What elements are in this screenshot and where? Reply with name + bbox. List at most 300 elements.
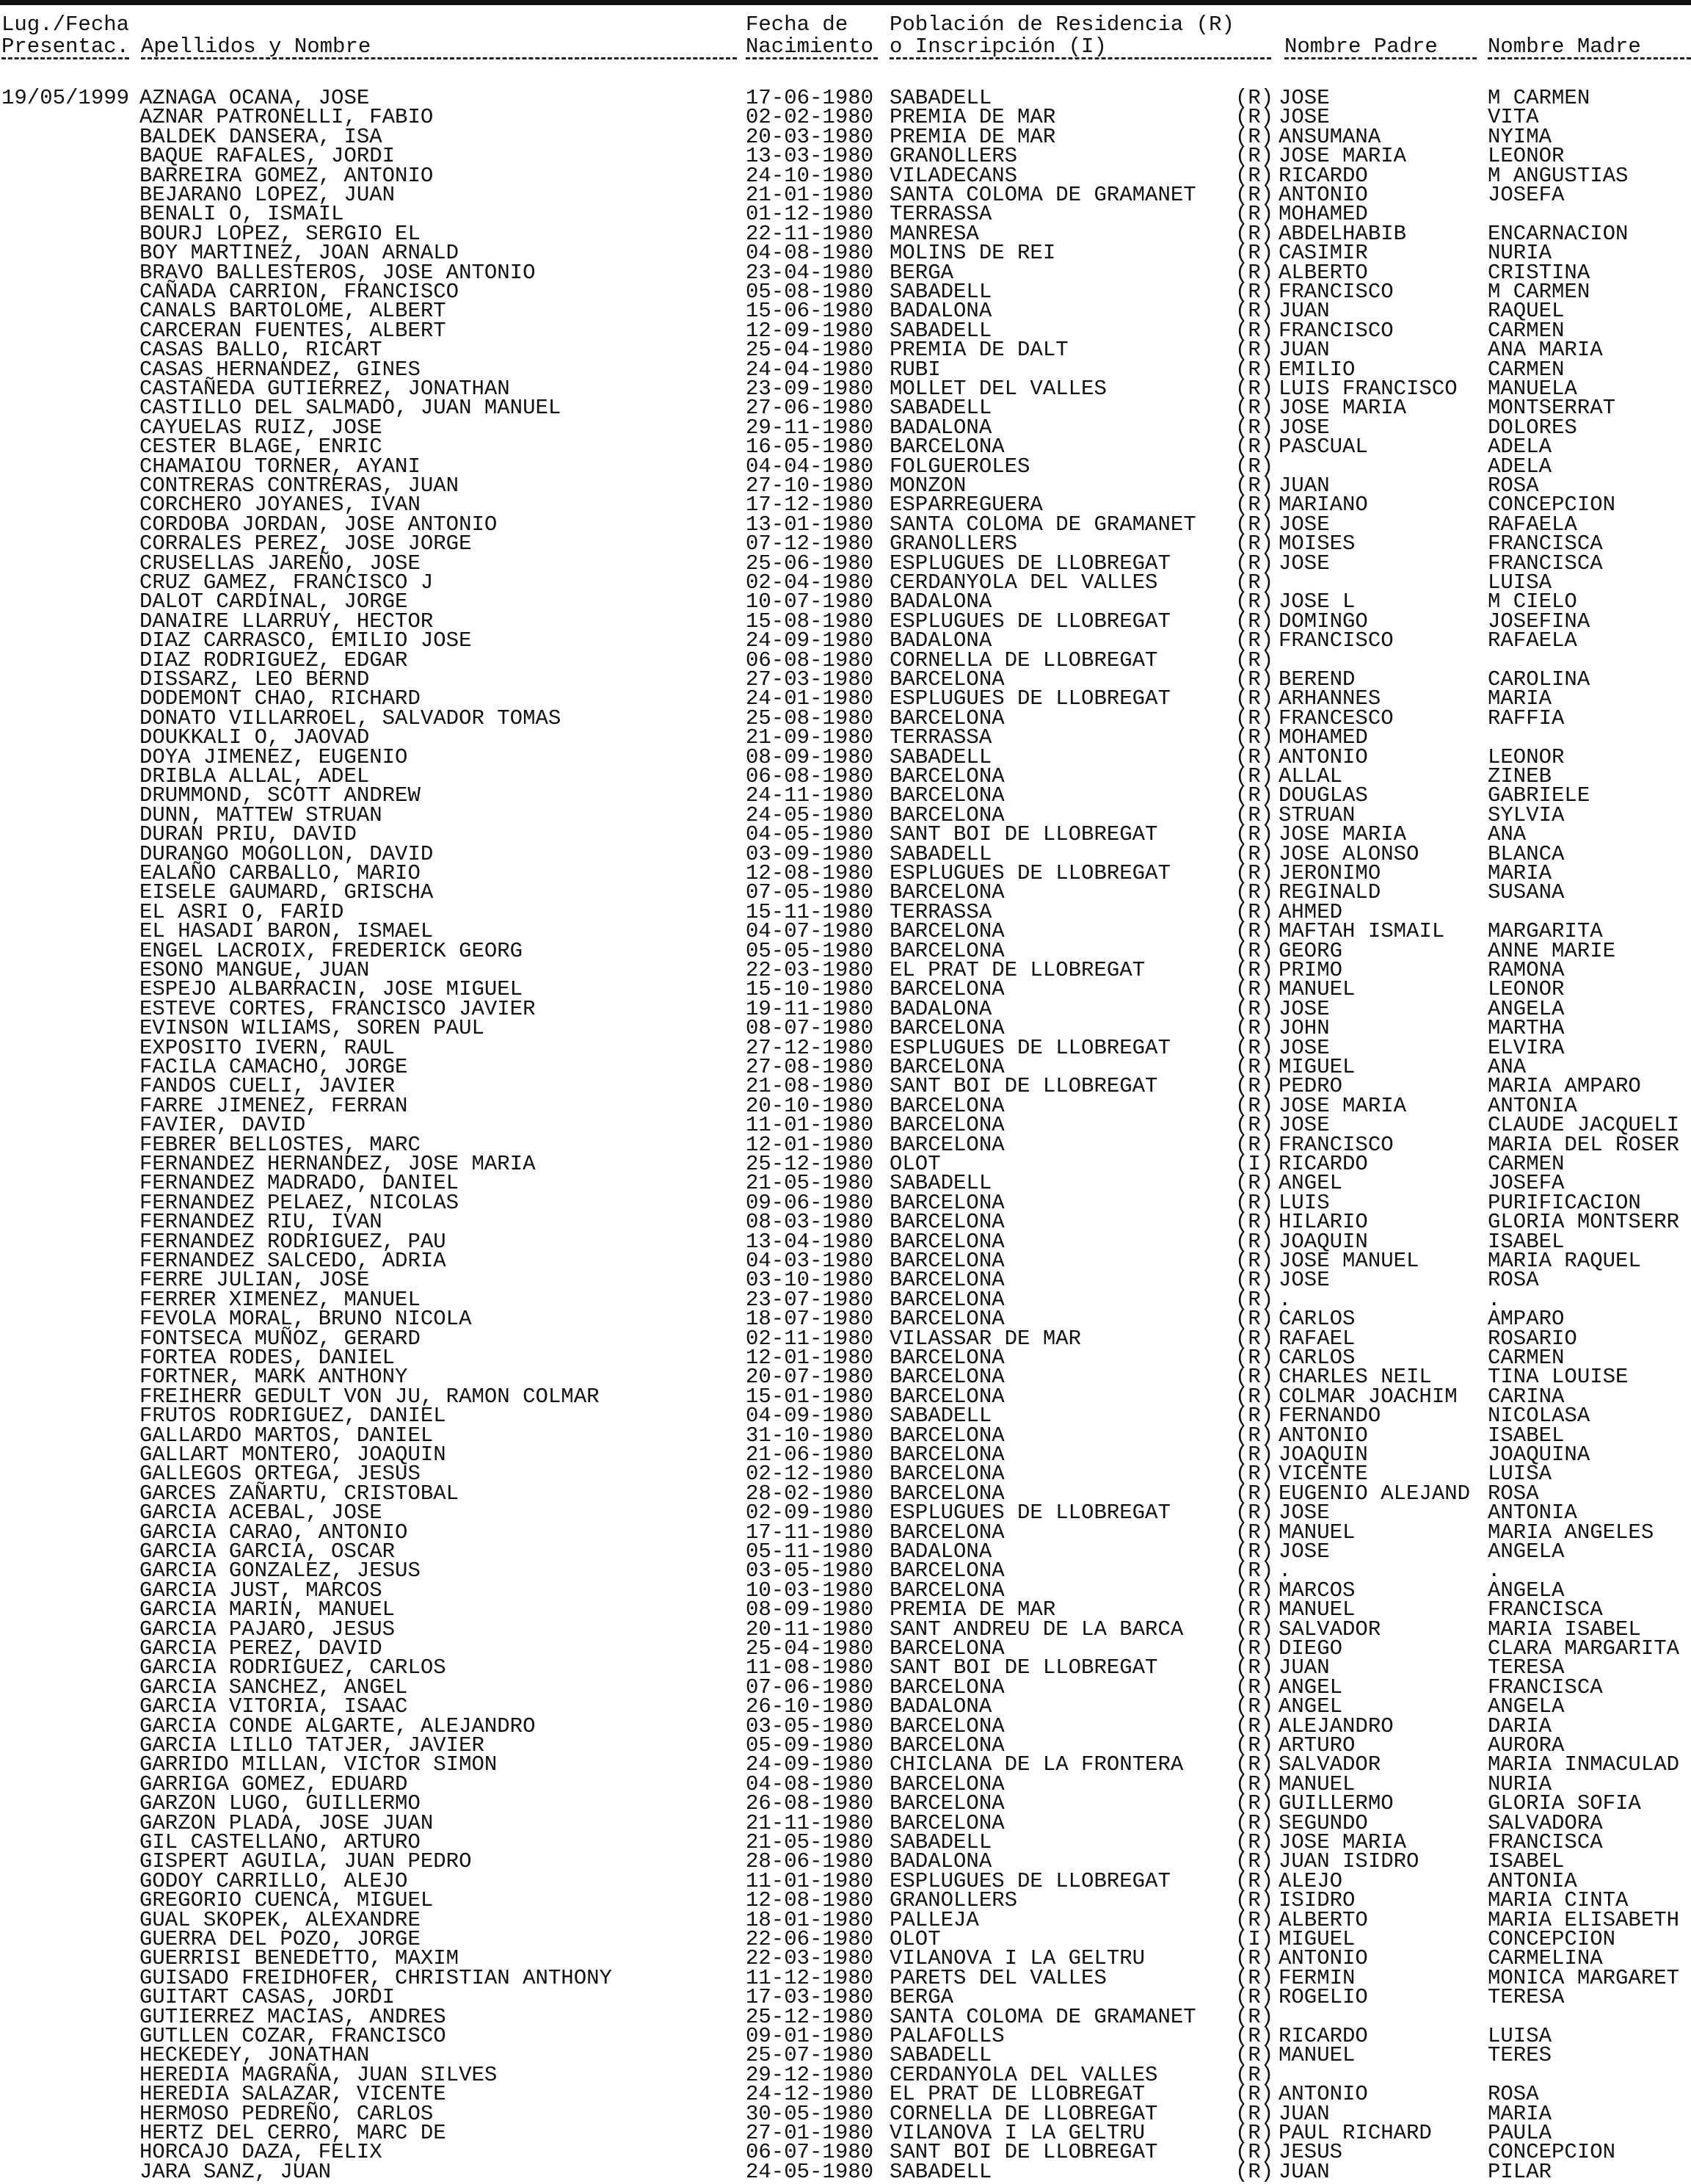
residence-type: (R) bbox=[1235, 2024, 1274, 2048]
residence-type: (I) bbox=[1235, 1927, 1274, 1951]
residence-type: (I) bbox=[1235, 1152, 1274, 1176]
father-name: COLMAR JOACHIM bbox=[1279, 1384, 1458, 1409]
residence: SABADELL bbox=[890, 2159, 992, 2184]
residence-type: (R) bbox=[1235, 1249, 1274, 1273]
birth-date: 03-05-1980 bbox=[746, 1713, 874, 1738]
residence: MONZON bbox=[890, 474, 967, 498]
residence-type: (R) bbox=[1235, 299, 1274, 324]
name: GARCIA SANCHEZ, ANGEL bbox=[139, 1675, 408, 1699]
father-name: JOSE bbox=[1279, 1539, 1330, 1564]
name: DRIBLA ALLAL, ADEL bbox=[139, 764, 370, 788]
father-name: MANUEL bbox=[1279, 2043, 1356, 2068]
mother-name: ANNE MARIE bbox=[1488, 938, 1616, 963]
name: GALLARDO MARTOS, DANIEL bbox=[139, 1423, 434, 1448]
birth-date: 11-08-1980 bbox=[746, 1655, 874, 1680]
residence-type: (R) bbox=[1235, 1733, 1274, 1757]
birth-date: 22-03-1980 bbox=[746, 1946, 874, 1971]
birth-date: 17-06-1980 bbox=[746, 86, 874, 110]
father-name: MARIANO bbox=[1279, 493, 1368, 518]
residence-type: (R) bbox=[1235, 1055, 1274, 1079]
residence-type: (R) bbox=[1235, 1946, 1274, 1971]
birth-date: 22-06-1980 bbox=[746, 1927, 874, 1951]
father-name: JOSE bbox=[1279, 996, 1330, 1021]
father-name: JOSE MARIA bbox=[1279, 1830, 1407, 1854]
residence: SANT BOI DE LLOBREGAT bbox=[890, 1074, 1158, 1099]
birth-date: 23-07-1980 bbox=[746, 1287, 874, 1312]
name: CRUZ GAMEZ, FRANCISCO J bbox=[139, 570, 434, 595]
header-poblacion: Población de Residencia (R) bbox=[890, 12, 1234, 37]
name: EL ASRI O, FARID bbox=[139, 899, 344, 924]
birth-date: 25-12-1980 bbox=[746, 2004, 874, 2029]
name: DOUKKALI O, JAOVAD bbox=[139, 725, 370, 750]
father-name: SALVADOR bbox=[1279, 1752, 1381, 1777]
father-name: MANUEL bbox=[1279, 1520, 1356, 1545]
residence-type: (R) bbox=[1235, 938, 1274, 963]
name: GARZON PLADA, JOSE JUAN bbox=[139, 1810, 434, 1835]
birth-date: 07-06-1980 bbox=[746, 1675, 874, 1699]
father-name: FERNANDO bbox=[1279, 1404, 1381, 1429]
name: GISPERT AGUILA, JUAN PEDRO bbox=[139, 1849, 472, 1874]
birth-date: 04-07-1980 bbox=[746, 919, 874, 944]
residence: BARCELONA bbox=[890, 783, 1005, 808]
mother-name: ANA bbox=[1488, 1055, 1527, 1079]
residence: SABADELL bbox=[890, 1404, 992, 1429]
birth-date: 15-11-1980 bbox=[746, 899, 874, 924]
residence: VILASSAR DE MAR bbox=[890, 1326, 1082, 1351]
divider bbox=[1284, 57, 1477, 62]
mother-name: CONCEPCION bbox=[1488, 493, 1616, 518]
birth-date: 21-09-1980 bbox=[746, 725, 874, 750]
residence: FOLGUEROLES bbox=[890, 454, 1030, 479]
mother-name: JOAQUINA bbox=[1488, 1443, 1590, 1467]
father-name: VICENTE bbox=[1279, 1462, 1368, 1487]
residence: BARCELONA bbox=[890, 1229, 1005, 1254]
residence-type: (R) bbox=[1235, 474, 1274, 498]
father-name: MANUEL bbox=[1279, 1771, 1356, 1796]
residence-type: (R) bbox=[1235, 1713, 1274, 1738]
father-name: ANTONIO bbox=[1279, 2082, 1368, 2107]
birth-date: 21-11-1980 bbox=[746, 1810, 874, 1835]
birth-date: 24-09-1980 bbox=[746, 628, 874, 653]
header-apellidos-nombre: Apellidos y Nombre bbox=[141, 35, 371, 59]
residence: BARCELONA bbox=[890, 705, 1005, 730]
mother-name: ROSA bbox=[1488, 2082, 1539, 2107]
residence: BARCELONA bbox=[890, 1249, 1005, 1273]
name: EVINSON WILIAMS, SOREN PAUL bbox=[139, 1016, 484, 1041]
name: DANAIRE LLARRUY, HECTOR bbox=[139, 609, 434, 634]
birth-date: 25-06-1980 bbox=[746, 551, 874, 576]
residence: BARCELONA bbox=[890, 1016, 1005, 1041]
mother-name: TINA LOUISE bbox=[1488, 1365, 1629, 1390]
father-name: JUAN ISIDRO bbox=[1279, 1849, 1419, 1874]
residence: SANTA COLOMA DE GRAMANET bbox=[890, 2004, 1196, 2029]
father-name: JESUS bbox=[1279, 2140, 1343, 2165]
birth-date: 12-09-1980 bbox=[746, 318, 874, 343]
name: FEVOLA MORAL, BRUNO NICOLA bbox=[139, 1307, 472, 1332]
residence-type: (R) bbox=[1235, 919, 1274, 944]
father-name: ALEJANDRO bbox=[1279, 1713, 1394, 1738]
birth-date: 02-12-1980 bbox=[746, 1462, 874, 1487]
name: DALOT CARDINAL, JORGE bbox=[139, 589, 408, 614]
name: BARREIRA GOMEZ, ANTONIO bbox=[139, 163, 434, 188]
residence: OLOT bbox=[890, 1152, 941, 1176]
birth-date: 20-07-1980 bbox=[746, 1365, 874, 1390]
father-name: JUAN bbox=[1279, 2101, 1330, 2126]
residence: EL PRAT DE LLOBREGAT bbox=[890, 958, 1146, 982]
residence-type: (R) bbox=[1235, 1307, 1274, 1332]
father-name: JUAN bbox=[1279, 299, 1330, 324]
residence: GRANOLLERS bbox=[890, 532, 1018, 556]
mother-name: RAFAELA bbox=[1488, 512, 1577, 537]
birth-date: 04-03-1980 bbox=[746, 1249, 874, 1273]
residence: BARCELONA bbox=[890, 1384, 1005, 1409]
residence-type: (R) bbox=[1235, 667, 1274, 692]
birth-date: 05-11-1980 bbox=[746, 1539, 874, 1564]
father-name: SEGUNDO bbox=[1279, 1810, 1368, 1835]
mother-name: SUSANA bbox=[1488, 880, 1565, 905]
residence-type: (R) bbox=[1235, 1830, 1274, 1854]
birth-date: 08-03-1980 bbox=[746, 1210, 874, 1235]
residence-type: (R) bbox=[1235, 705, 1274, 730]
father-name: PASCUAL bbox=[1279, 435, 1368, 460]
name: FACILA CAMACHO, JORGE bbox=[139, 1055, 408, 1079]
birth-date: 10-07-1980 bbox=[746, 589, 874, 614]
mother-name: . bbox=[1488, 1559, 1501, 1583]
name: CAÑADA CARRION, FRANCISCO bbox=[139, 280, 459, 304]
birth-date: 19-11-1980 bbox=[746, 996, 874, 1021]
residence-type: (R) bbox=[1235, 1636, 1274, 1661]
name: DOYA JIMENEZ, EUGENIO bbox=[139, 744, 408, 769]
residence: BADALONA bbox=[890, 1539, 992, 1564]
father-name: JOAQUIN bbox=[1279, 1443, 1368, 1467]
residence-type: (R) bbox=[1235, 454, 1274, 479]
mother-name: ROSA bbox=[1488, 1268, 1539, 1293]
mother-name: TERESA bbox=[1488, 1655, 1565, 1680]
birth-date: 27-10-1980 bbox=[746, 474, 874, 498]
birth-date: 27-12-1980 bbox=[746, 1035, 874, 1060]
father-name: LUIS bbox=[1279, 1190, 1330, 1215]
residence-type: (R) bbox=[1235, 1287, 1274, 1312]
residence: BARCELONA bbox=[890, 1636, 1005, 1661]
birth-date: 11-01-1980 bbox=[746, 1868, 874, 1893]
father-name: FRANCISCO bbox=[1279, 280, 1394, 304]
residence-type: (R) bbox=[1235, 1539, 1274, 1564]
residence-type: (R) bbox=[1235, 377, 1274, 401]
father-name: RICARDO bbox=[1279, 163, 1368, 188]
father-name: ALEJO bbox=[1279, 1868, 1343, 1893]
father-name: JOSE bbox=[1279, 1035, 1330, 1060]
name: HERMOSO PEDREÑO, CARLOS bbox=[139, 2101, 434, 2126]
mother-name: MARIA ISABEL bbox=[1488, 1617, 1641, 1641]
residence: BARCELONA bbox=[890, 1713, 1005, 1738]
residence: ESPARREGUERA bbox=[890, 493, 1043, 518]
mother-name: ISABEL bbox=[1488, 1423, 1565, 1448]
mother-name: CARMEN bbox=[1488, 1346, 1565, 1370]
residence: SABADELL bbox=[890, 396, 992, 421]
name: GALLEGOS ORTEGA, JESUS bbox=[139, 1462, 421, 1487]
father-name: REGINALD bbox=[1279, 880, 1381, 905]
birth-date: 08-07-1980 bbox=[746, 1016, 874, 1041]
father-name: JOSE MARIA bbox=[1279, 822, 1407, 847]
mother-name: RAFFIA bbox=[1488, 705, 1565, 730]
residence: VILANOVA I LA GELTRU bbox=[890, 1946, 1146, 1971]
mother-name: FRANCISCA bbox=[1488, 1830, 1603, 1854]
residence: BARCELONA bbox=[890, 1268, 1005, 1293]
residence: BARCELONA bbox=[890, 1520, 1005, 1545]
mother-name: ROSARIO bbox=[1488, 1326, 1577, 1351]
residence: BERGA bbox=[890, 1985, 954, 2010]
mother-name: PILAR bbox=[1488, 2159, 1552, 2184]
mother-name: ISABEL bbox=[1488, 1849, 1565, 1874]
birth-date: 13-04-1980 bbox=[746, 1229, 874, 1254]
name: FERNANDEZ MADRADO, DANIEL bbox=[139, 1171, 459, 1196]
birth-date: 09-06-1980 bbox=[746, 1190, 874, 1215]
residence-type: (R) bbox=[1235, 628, 1274, 653]
residence: BARCELONA bbox=[890, 880, 1005, 905]
mother-name: DARIA bbox=[1488, 1713, 1552, 1738]
mother-name: ANTONIA bbox=[1488, 1868, 1577, 1893]
mother-name: MARTHA bbox=[1488, 1016, 1565, 1041]
father-name: EUGENIO ALEJAND bbox=[1279, 1481, 1471, 1506]
birth-date: 23-04-1980 bbox=[746, 260, 874, 285]
name: HECKEDEY, JONATHAN bbox=[139, 2043, 370, 2068]
name: FERNANDEZ SALCEDO, ADRIA bbox=[139, 1249, 446, 1273]
mother-name: ANGELA bbox=[1488, 996, 1565, 1021]
mother-name: ADELA bbox=[1488, 454, 1552, 479]
birth-date: 20-10-1980 bbox=[746, 1093, 874, 1118]
mother-name: ANTONIA bbox=[1488, 1501, 1577, 1525]
birth-date: 31-10-1980 bbox=[746, 1423, 874, 1448]
residence-type: (R) bbox=[1235, 1985, 1274, 2010]
mother-name: FRANCISCA bbox=[1488, 1675, 1603, 1699]
name: GUTLLEN COZAR, FRANCISCO bbox=[139, 2024, 446, 2048]
residence-type: (R) bbox=[1235, 124, 1274, 149]
residence: BADALONA bbox=[890, 589, 992, 614]
name: HERTZ DEL CERRO, MARC DE bbox=[139, 2121, 446, 2145]
name: GUAL SKOPEK, ALEXANDRE bbox=[139, 1907, 421, 1932]
residence: BARCELONA bbox=[890, 1423, 1005, 1448]
name: GARCIA RODRIGUEZ, CARLOS bbox=[139, 1655, 446, 1680]
residence-type: (R) bbox=[1235, 2043, 1274, 2068]
residence-type: (R) bbox=[1235, 822, 1274, 847]
birth-date: 08-09-1980 bbox=[746, 1597, 874, 1622]
birth-date: 15-08-1980 bbox=[746, 609, 874, 634]
residence: SABADELL bbox=[890, 1171, 992, 1196]
residence-type: (R) bbox=[1235, 1093, 1274, 1118]
father-name: JOHN bbox=[1279, 1016, 1330, 1041]
residence-type: (R) bbox=[1235, 2159, 1274, 2184]
father-name: MOHAMED bbox=[1279, 725, 1368, 750]
residence: SABADELL bbox=[890, 86, 992, 110]
mother-name: LEONOR bbox=[1488, 744, 1565, 769]
residence: SABADELL bbox=[890, 318, 992, 343]
mother-name: MARIA DEL ROSER bbox=[1488, 1132, 1680, 1157]
father-name: ARHANNES bbox=[1279, 686, 1381, 711]
father-name: JOSE ALONSO bbox=[1279, 841, 1419, 866]
residence-type: (R) bbox=[1235, 686, 1274, 711]
name: FEBRER BELLOSTES, MARC bbox=[139, 1132, 421, 1157]
residence-type: (R) bbox=[1235, 357, 1274, 382]
birth-date: 12-01-1980 bbox=[746, 1132, 874, 1157]
residence-type: (R) bbox=[1235, 163, 1274, 188]
mother-name: ENCARNACION bbox=[1488, 221, 1629, 246]
father-name: PRIMO bbox=[1279, 958, 1343, 982]
mother-name: CRISTINA bbox=[1488, 260, 1590, 285]
name: DURANGO MOGOLLON, DAVID bbox=[139, 841, 434, 866]
residence-type: (R) bbox=[1235, 396, 1274, 421]
father-name: JOSE bbox=[1279, 1501, 1330, 1525]
name: GUERRISI BENEDETTO, MAXIM bbox=[139, 1946, 459, 1971]
mother-name: M CARMEN bbox=[1488, 86, 1590, 110]
mother-name: NURIA bbox=[1488, 241, 1552, 266]
mother-name: JOSEFINA bbox=[1488, 609, 1590, 634]
mother-name: MANUELA bbox=[1488, 377, 1577, 401]
birth-date: 21-05-1980 bbox=[746, 1171, 874, 1196]
presentation-date: 19/05/1999 bbox=[1, 86, 130, 110]
name: ESPEJO ALBARRACIN, JOSE MIGUEL bbox=[139, 977, 523, 1002]
father-name: JUAN bbox=[1279, 474, 1330, 498]
father-name: JUAN bbox=[1279, 338, 1330, 363]
birth-date: 26-08-1980 bbox=[746, 1791, 874, 1816]
residence: BARCELONA bbox=[890, 1113, 1005, 1138]
residence-type: (R) bbox=[1235, 1268, 1274, 1293]
mother-name: AURORA bbox=[1488, 1733, 1565, 1757]
name: EALAÑO CARBALLO, MARIO bbox=[139, 861, 421, 885]
name: HEREDIA SALAZAR, VICENTE bbox=[139, 2082, 446, 2107]
residence: TERRASSA bbox=[890, 899, 992, 924]
mother-name: CARMELINA bbox=[1488, 1946, 1603, 1971]
mother-name: MARIA CINTA bbox=[1488, 1888, 1629, 1913]
birth-date: 13-01-1980 bbox=[746, 512, 874, 537]
residence: BARCELONA bbox=[890, 1210, 1005, 1235]
birth-date: 17-12-1980 bbox=[746, 493, 874, 518]
residence-type: (R) bbox=[1235, 880, 1274, 905]
residence-type: (R) bbox=[1235, 338, 1274, 363]
father-name: MIGUEL bbox=[1279, 1055, 1356, 1079]
residence-type: (R) bbox=[1235, 725, 1274, 750]
residence: ESPLUGUES DE LLOBREGAT bbox=[890, 1501, 1171, 1525]
birth-date: 27-08-1980 bbox=[746, 1055, 874, 1079]
name: DIAZ RODRIGUEZ, EDGAR bbox=[139, 647, 408, 672]
mother-name: FRANCISCA bbox=[1488, 551, 1603, 576]
residence: BADALONA bbox=[890, 996, 992, 1021]
residence-type: (R) bbox=[1235, 2004, 1274, 2029]
mother-name: ROSA bbox=[1488, 474, 1539, 498]
mother-name: TERESA bbox=[1488, 1985, 1565, 2010]
name: JARA SANZ, JUAN bbox=[139, 2159, 332, 2184]
birth-date: 24-10-1980 bbox=[746, 163, 874, 188]
residence: ESPLUGUES DE LLOBREGAT bbox=[890, 1868, 1171, 1893]
birth-date: 24-05-1980 bbox=[746, 2159, 874, 2184]
father-name: CASIMIR bbox=[1279, 241, 1368, 266]
father-name: FRANCISCO bbox=[1279, 628, 1394, 653]
birth-date: 24-05-1980 bbox=[746, 802, 874, 827]
birth-date: 24-01-1980 bbox=[746, 686, 874, 711]
mother-name: M ANGUSTIAS bbox=[1488, 163, 1629, 188]
mother-name: MARGARITA bbox=[1488, 919, 1603, 944]
residence-type: (R) bbox=[1235, 609, 1274, 634]
residence-type: (R) bbox=[1235, 532, 1274, 556]
mother-name: ADELA bbox=[1488, 435, 1552, 460]
residence-type: (R) bbox=[1235, 802, 1274, 827]
name: FARRE JIMENEZ, FERRAN bbox=[139, 1093, 408, 1118]
mother-name: MONICA MARGARET bbox=[1488, 1965, 1680, 1990]
birth-date: 25-07-1980 bbox=[746, 2043, 874, 2068]
name: EL HASADI BARON, ISMAEL bbox=[139, 919, 434, 944]
birth-date: 21-08-1980 bbox=[746, 1074, 874, 1099]
residence-type: (R) bbox=[1235, 1655, 1274, 1680]
name: FORTNER, MARK ANTHONY bbox=[139, 1365, 408, 1390]
residence-type: (R) bbox=[1235, 744, 1274, 769]
birth-date: 15-10-1980 bbox=[746, 977, 874, 1002]
birth-date: 25-12-1980 bbox=[746, 1152, 874, 1176]
residence: PALLEJA bbox=[890, 1907, 979, 1932]
father-name: DIEGO bbox=[1279, 1636, 1343, 1661]
residence-type: (R) bbox=[1235, 493, 1274, 518]
residence-type: (R) bbox=[1235, 958, 1274, 982]
birth-date: 03-09-1980 bbox=[746, 841, 874, 866]
name: GARCIA GARCIA, OSCAR bbox=[139, 1539, 396, 1564]
residence: PREMIA DE MAR bbox=[890, 124, 1056, 149]
birth-date: 24-09-1980 bbox=[746, 1752, 874, 1777]
birth-date: 15-01-1980 bbox=[746, 1384, 874, 1409]
residence: BARCELONA bbox=[890, 764, 1005, 788]
father-name: MANUEL bbox=[1279, 977, 1356, 1002]
residence-type: (R) bbox=[1235, 415, 1274, 440]
mother-name: LUISA bbox=[1488, 570, 1552, 595]
mother-name: CARMEN bbox=[1488, 318, 1565, 343]
birth-date: 17-03-1980 bbox=[746, 1985, 874, 2010]
residence-type: (R) bbox=[1235, 1501, 1274, 1525]
birth-date: 07-05-1980 bbox=[746, 880, 874, 905]
name: ESONO MANGUE, JUAN bbox=[139, 958, 370, 982]
father-name: GEORG bbox=[1279, 938, 1343, 963]
residence: CORNELLA DE LLOBREGAT bbox=[890, 647, 1158, 672]
residence-type: (R) bbox=[1235, 1965, 1274, 1990]
mother-name: LUISA bbox=[1488, 1462, 1552, 1487]
mother-name: MARIA bbox=[1488, 2101, 1552, 2126]
birth-date: 06-08-1980 bbox=[746, 647, 874, 672]
residence: PARETS DEL VALLES bbox=[890, 1965, 1107, 1990]
father-name: ANTONIO bbox=[1279, 183, 1368, 207]
divider bbox=[1, 57, 129, 62]
header-inscripcion: o Inscripción (I) bbox=[890, 35, 1107, 59]
residence-type: (R) bbox=[1235, 2140, 1274, 2165]
mother-name: PAULA bbox=[1488, 2121, 1552, 2145]
residence: BARCELONA bbox=[890, 1578, 1005, 1603]
birth-date: 04-04-1980 bbox=[746, 454, 874, 479]
name: GARCIA LILLO TATJER, JAVIER bbox=[139, 1733, 484, 1757]
birth-date: 05-05-1980 bbox=[746, 938, 874, 963]
mother-name: CLARA MARGARITA bbox=[1488, 1636, 1680, 1661]
name: FERNANDEZ HERNANDEZ, JOSE MARIA bbox=[139, 1152, 536, 1176]
name: GUTIERREZ MACIAS, ANDRES bbox=[139, 2004, 446, 2029]
residence-type: (R) bbox=[1235, 1597, 1274, 1622]
father-name: RICARDO bbox=[1279, 1152, 1368, 1176]
residence: OLOT bbox=[890, 1927, 941, 1951]
birth-date: 02-04-1980 bbox=[746, 570, 874, 595]
residence: BARCELONA bbox=[890, 802, 1005, 827]
father-name: EMILIO bbox=[1279, 357, 1356, 382]
father-name: ANTONIO bbox=[1279, 1946, 1368, 1971]
residence: MANRESA bbox=[890, 221, 979, 246]
name: CAYUELAS RUIZ, JOSE bbox=[139, 415, 382, 440]
divider bbox=[141, 57, 737, 62]
residence: PREMIA DE DALT bbox=[890, 338, 1069, 363]
father-name: LUIS FRANCISCO bbox=[1279, 377, 1458, 401]
name: DIAZ CARRASCO, EMILIO JOSE bbox=[139, 628, 472, 653]
father-name: HILARIO bbox=[1279, 1210, 1368, 1235]
